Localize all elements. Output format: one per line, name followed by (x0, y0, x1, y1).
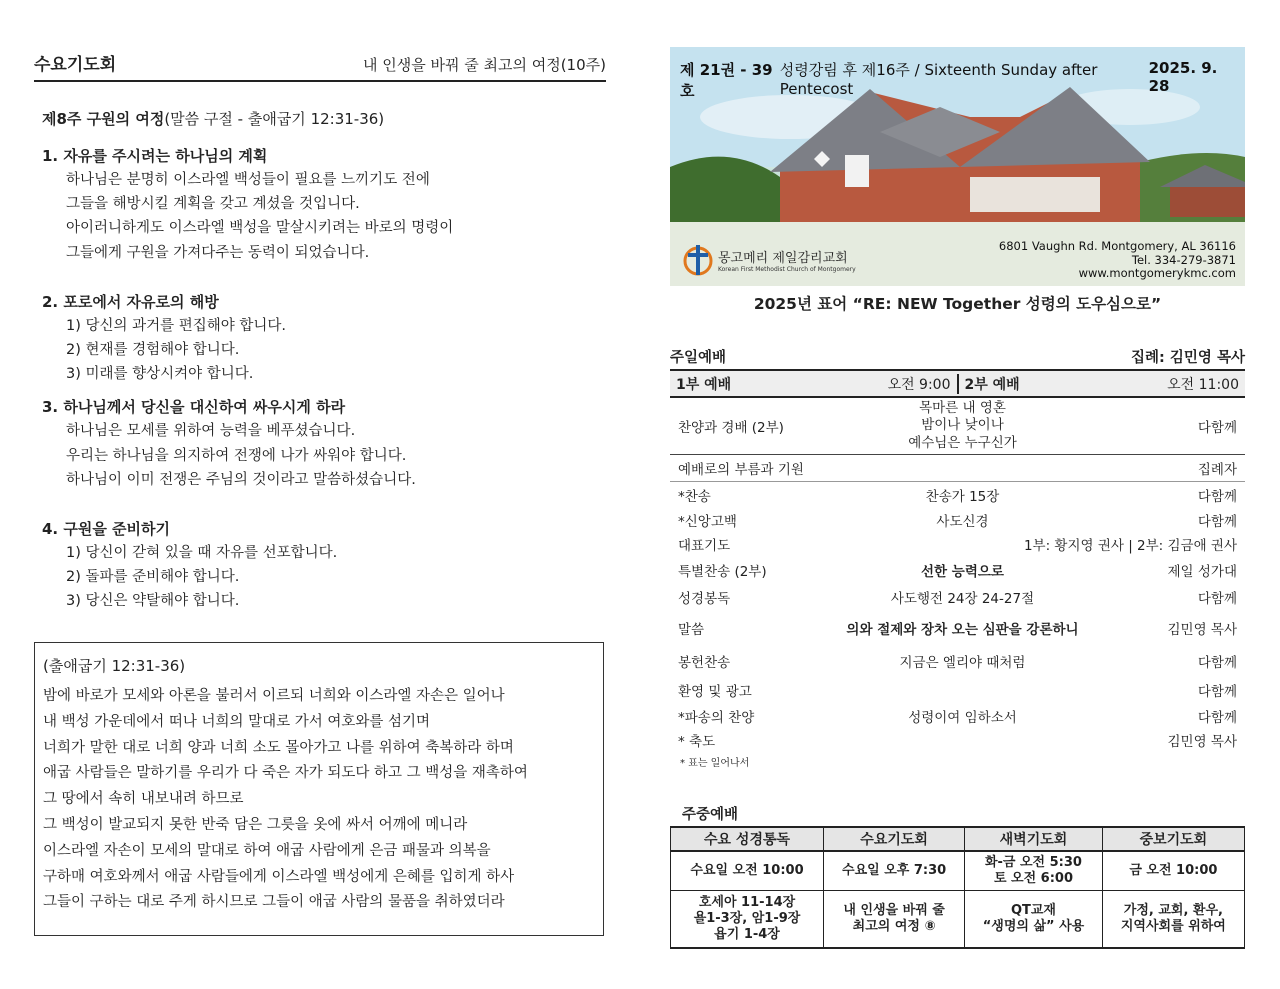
right-page (670, 47, 1245, 949)
order-content: 의와 절제와 장차 오는 심판을 강론하니 (846, 622, 1079, 638)
sermon-outline (34, 145, 606, 614)
bulletin-info-bar (680, 59, 1237, 101)
order-row (670, 728, 1245, 752)
section-line: 1) 당신이 갇혀 있을 때 자유를 선포합니다. (66, 545, 338, 562)
series-title: 내 인생을 바꿔 줄 최고의 여정(10주) (362, 56, 606, 74)
section-title: 4. 구원을 준비하기 (42, 520, 171, 539)
order-leader: 다함께 (1197, 591, 1237, 607)
scripture-line: 그들이 구하는 대로 주게 하시므로 그들이 애굽 사람의 물품을 취하였더라 (43, 894, 505, 911)
table-cell: 금 오전 10:00 (1102, 851, 1244, 891)
order-leader: 김민영 목사 (1167, 622, 1237, 638)
section-line: 2) 현재를 경험해야 합니다. (66, 342, 240, 359)
weekday-schedule-table (670, 826, 1245, 949)
scripture-line: 내 백성 가운데에서 떠나 너희의 말대로 가서 여호와를 섬기며 (43, 713, 431, 730)
order-row (670, 584, 1245, 610)
order-item: 말씀 (678, 622, 705, 638)
table-cell: 내 인생을 바꿔 줄 최고의 여정 ⑧ (824, 891, 965, 949)
church-address (999, 240, 1236, 281)
scripture-line: 밤에 바로가 모세와 아론을 불러서 이르되 너희와 이스라엘 자손은 일어나 (43, 688, 505, 704)
section-title: 1. 자유를 주시려는 하나님의 계획 (42, 147, 268, 165)
order-item: *파송의 찬양 (678, 710, 755, 726)
praise-song: 예수님은 누구신가 (908, 434, 1017, 451)
order-of-worship (670, 455, 1245, 752)
issue-number: 제 21권 - 39호 (680, 61, 773, 100)
scripture-line: 구하매 여호와께서 애굽 사람들에게 이스라엘 백성에게 은혜를 입히게 하사 (43, 868, 515, 885)
order-item: 봉헌찬송 (678, 655, 731, 671)
order-row (670, 676, 1245, 704)
section-title: 2. 포로에서 자유로의 해방 (42, 292, 219, 311)
order-row (670, 646, 1245, 676)
page-title: 수요기도회 (34, 55, 117, 75)
order-content: 찬송가 15장 (925, 489, 1000, 505)
order-content: 사도신경 (936, 514, 989, 530)
standing-note: * 표는 일어나서 (680, 758, 750, 769)
order-item: 예배로의 부름과 기원 (678, 462, 804, 478)
order-leader: 제일 성가대 (1167, 564, 1237, 580)
church-logo (682, 243, 856, 277)
table-cell: 가정, 교회, 환우, 지역사회를 위하여 (1102, 891, 1244, 949)
first-service (670, 374, 959, 394)
second-service-name: 2부 예배 (964, 376, 1020, 393)
order-item: *찬송 (678, 489, 711, 505)
order-content: 성령이여 임하소서 (908, 710, 1017, 726)
scripture-line: 그 땅에서 속히 내보내려 하므로 (43, 791, 244, 808)
outline-section (42, 518, 606, 614)
table-header: 중보기도회 (1102, 827, 1244, 851)
order-leader: 다함께 (1197, 684, 1237, 700)
table-header-row (671, 827, 1245, 851)
order-leader: 다함께 (1197, 655, 1237, 671)
scripture-line: 너희가 말한 대로 너희 양과 너희 소도 몰아가고 나를 위하여 축복하라 하며 (43, 739, 514, 756)
order-row (670, 704, 1245, 728)
church-english-name: Korean First Methodist Church of Montgomery (718, 266, 856, 273)
praise-row (670, 398, 1245, 455)
scripture-text (43, 684, 603, 916)
table-cell: QT교재 “생명의 삶” 사용 (965, 891, 1103, 949)
section-line: 2) 돌파를 준비해야 합니다. (66, 569, 240, 586)
table-header: 수요기도회 (824, 827, 965, 851)
address-line: 6801 Vaughn Rd. Montgomery, AL 36116 (998, 239, 1236, 253)
order-row (670, 482, 1245, 508)
second-service-time: 오전 11:00 (1167, 376, 1239, 393)
week-title: 제8주 구원의 여정 (42, 110, 165, 128)
order-item: * 축도 (678, 734, 716, 750)
church-banner (670, 47, 1245, 286)
section-line: 1) 당신의 과거를 편집해야 합니다. (66, 317, 287, 334)
first-service-name: 1부 예배 (676, 376, 732, 393)
section-line: 3) 당신은 약탈해야 합니다. (66, 593, 240, 610)
section-line: 3) 미래를 향상시켜야 합니다. (66, 366, 254, 383)
week-reference: (말씀 구절 - 출애굽기 12:31-36) (164, 110, 385, 128)
scripture-line: 그 백성이 발교되지 못한 반죽 담은 그릇을 옷에 싸서 어깨에 메니라 (43, 816, 468, 833)
website-line[interactable]: www.montgomerykmc.com (1078, 266, 1236, 280)
section-line: 하나님은 분명히 이스라엘 백성들이 필요를 느끼기도 전에 (66, 172, 430, 188)
table-cell: 수요일 오전 10:00 (671, 851, 824, 891)
liturgical-sunday: 성령강림 후 제16주 / Sixteenth Sunday after Pentecost (779, 61, 1098, 98)
weekday-service-label: 주중예배 (682, 807, 739, 823)
order-content: 지금은 엘리야 때처럼 (899, 655, 1026, 671)
section-line: 그들에게 구원을 가져다주는 동력이 되었습니다. (66, 244, 370, 261)
table-row-details (671, 891, 1245, 949)
order-item: 성경봉독 (678, 591, 731, 607)
table-row-times (671, 851, 1245, 891)
outline-section (42, 291, 606, 387)
sunday-service-label: 주일예배 (670, 350, 727, 366)
section-line: 아이러니하게도 이스라엘 백성을 말살시키려는 바로의 명령이 (66, 220, 454, 237)
cross-flame-icon (682, 243, 714, 277)
order-item: 환영 및 광고 (678, 684, 752, 700)
table-cell: 수요일 오후 7:30 (824, 851, 965, 891)
left-page (34, 50, 606, 614)
sunday-service-heading (670, 346, 1245, 367)
section-line: 하나님은 모세를 위하여 능력을 베푸셨습니다. (66, 423, 356, 440)
order-item: 대표기도 (678, 538, 731, 554)
scripture-line: 이스라엘 자손이 모세의 말대로 하여 애굽 사람에게 은금 패물과 의복을 (43, 842, 491, 859)
order-leader: 다함께 (1197, 514, 1237, 530)
order-row (670, 508, 1245, 532)
order-leader: 다함께 (1197, 710, 1237, 726)
order-row (670, 610, 1245, 646)
order-row (670, 532, 1245, 556)
order-row (670, 455, 1245, 482)
praise-song: 밤이나 낮이나 (921, 417, 1004, 434)
praise-song: 목마른 내 영혼 (919, 399, 1006, 416)
order-leader: 다함께 (1197, 489, 1237, 505)
order-leader: 김민영 목사 (1167, 734, 1237, 750)
table-header: 새벽기도회 (965, 827, 1103, 851)
phone-line: Tel. 334-279-3871 (1131, 252, 1236, 267)
order-item: *신앙고백 (678, 514, 737, 530)
year-motto: 2025년 표어 “RE: NEW Together 성령의 도우심으로” (753, 295, 1162, 313)
order-content: 사도행전 24장 24-27절 (890, 591, 1035, 607)
order-leader: 1부: 황지영 권사 | 2부: 김금애 권사 (1023, 538, 1237, 554)
section-title: 3. 하나님께서 당신을 대신하여 싸우시게 하라 (42, 398, 346, 417)
order-item: 특별찬송 (2부) (678, 564, 767, 580)
church-name: 몽고메리 제일감리교회 (718, 251, 848, 266)
order-row (670, 556, 1245, 584)
outline-section (42, 145, 606, 265)
bulletin-date: 2025. 9. 28 (1148, 59, 1218, 95)
second-service (959, 374, 1246, 394)
praise-songs (838, 400, 1087, 453)
section-line: 우리는 하나님을 의지하여 전쟁에 나가 싸워야 합니다. (66, 447, 407, 464)
left-header (34, 50, 606, 82)
section-line: 하나님이 이미 전쟁은 주님의 것이라고 말씀하셨습니다. (66, 471, 416, 488)
presider: 집례: 김민영 목사 (1131, 350, 1245, 366)
order-content: 선한 능력으로 (921, 564, 1004, 580)
table-cell: 호세아 11-14장 욜1-3장, 암1-9장 욥기 1-4장 (671, 891, 824, 949)
order-item: 찬양과 경배 (2부) (678, 420, 784, 436)
first-service-time: 오전 9:00 (887, 376, 951, 393)
order-leader: 집례자 (1197, 462, 1237, 478)
table-header: 수요 성경통독 (671, 827, 824, 851)
table-cell: 화-금 오전 5:30 토 오전 6:00 (965, 851, 1103, 891)
scripture-box (34, 642, 604, 936)
section-line: 그들을 해방시킬 계획을 갖고 계셨을 것입니다. (66, 196, 360, 213)
service-times-bar (670, 369, 1245, 398)
scripture-reference: (출애굽기 12:31-36) (43, 657, 186, 675)
week-heading (42, 108, 606, 129)
outline-section (42, 396, 606, 492)
scripture-line: 애굽 사람들은 말하기를 우리가 다 죽은 자가 되도다 하고 그 백성을 재촉하여 (43, 765, 528, 782)
order-leader: 다함께 (1197, 420, 1237, 436)
